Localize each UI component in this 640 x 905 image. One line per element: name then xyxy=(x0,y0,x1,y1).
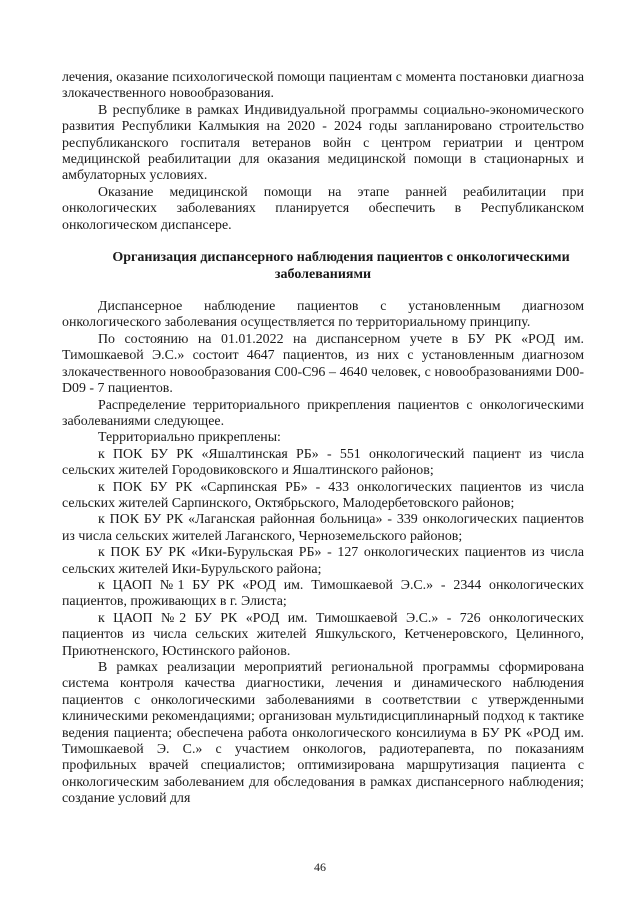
section-title: Организация диспансерного наблюдения пациентов с онкологическими заболеваниями xyxy=(112,250,570,282)
paragraph-early-rehabilitation: Оказание медицинской помощи на этапе ранней реабилитации при онкологических заболеваниях планируется обеспечить в Республиканском онкологическом диспансере. xyxy=(62,184,584,233)
paragraph-distribution-intro: Распределение территориального прикрепления пациентов с онкологическими заболеваниями следующее. xyxy=(62,397,584,429)
list-item-lagan: к ПОК БУ РК «Лаганская районная больница» - 339 онкологических пациентов из числа сельских жителей Лаганского, Черноземельского районов; xyxy=(62,512,584,544)
paragraph-continuation: лечения, оказание психологической помощи пациентам с момента постановки диагноза злокачественного новообразования. xyxy=(62,70,584,102)
list-item-caop-1: к ЦАОП №1 БУ РК «РОД им. Тимошкаевой Э.С.» - 2344 онкологических пациентов, проживающих в г. Элиста; xyxy=(62,577,584,610)
spacer xyxy=(62,283,584,299)
page-number: 46 xyxy=(314,860,326,874)
paragraph-hospital-construction: В республике в рамках Индивидуальной программы социально-экономического развития Республики Калмыкия на 2020 - 2024 годы запланировано строительство республиканского госпиталя ветеранов войн с центром гериатрии и центром медицинской реабилитации для оказания медицинской помощи в стационарных и амбулаторных условиях. xyxy=(62,102,584,184)
list-item-sarpa: к ПОК БУ РК «Сарпинская РБ» - 433 онкологических пациентов из числа сельских жителей Сарпинского, Октябрьского, Малодербетовского районов; xyxy=(62,479,584,511)
paragraph-dispensary-principle: Диспансерное наблюдение пациентов с установленным диагнозом онкологического заболевания осуществляется по территориальному принципу. xyxy=(62,299,584,331)
list-item-caop-2: к ЦАОП №2 БУ РК «РОД им. Тимошкаевой Э.С.» - 726 онкологических пациентов из числа сельских жителей Яшкульского, Кетченеровского, Целинного, Приютненского, Юстинского районов. xyxy=(62,610,584,659)
spacer xyxy=(62,234,584,250)
document-body xyxy=(62,70,584,808)
paragraph-quality-control: В рамках реализации мероприятий региональной программы сформирована система контроля качества диагностики, лечения и динамического наблюдения пациентов с онкологическими заболеваниями в соответствии с утвержденными клиническими рекомендациями; организован мультидисциплинарный подход к тактике ведения пациента; обеспечена работа онкологического консилиума в БУ РК «РОД им. Тимошкаевой Э. С.» с участием онкологов, радиотерапевта, по показаниям профильных врачей специалистов; оптимизирована маршрутизация пациента с онкологическим заболеванием для обследования в рамках диспансерного наблюдения; создание условий для xyxy=(62,660,584,807)
paragraph-registry-status: По состоянию на 01.01.2022 на диспансерном учете в БУ РК «РОД им. Тимошкаевой Э.С.» состоит 4647 пациентов, из них с установленным диагнозом злокачественного новообразования С00-С96 – 4640 человек, с новообразованиями D00-D09 - 7 пациентов. xyxy=(62,331,584,397)
list-item-yashalta: к ПОК БУ РК «Яшалтинская РБ» - 551 онкологический пациент из числа сельских жителей Городовиковского и Яшалтинского районов; xyxy=(62,446,584,479)
paragraph-attached-heading: Территориально прикреплены: xyxy=(98,430,281,446)
list-item-iki-burul: к ПОК БУ РК «Ики-Бурульская РБ» - 127 онкологических пациентов из числа сельских жителей Ики-Бурульского района; xyxy=(62,545,584,577)
